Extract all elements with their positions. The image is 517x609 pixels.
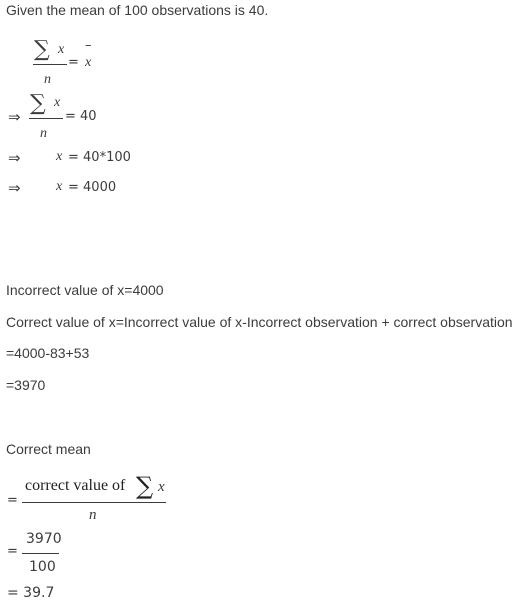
sigma-symbol: ∑ <box>30 91 46 116</box>
implies-arrow: ⇒ <box>8 108 21 126</box>
numerator-variable: x <box>158 479 165 495</box>
denominator-value: 100 <box>29 559 56 575</box>
mean-variable: x <box>85 55 92 70</box>
denominator-variable: n <box>89 507 97 523</box>
incorrect-value-line: Incorrect value of x=4000 <box>6 282 164 298</box>
fraction-bar <box>33 64 67 65</box>
correct-value-line: Correct value of x=Incorrect value of x-Incorrect observation + correct observation <box>6 314 513 330</box>
correct-mean-heading: Correct mean <box>6 441 91 457</box>
denominator-variable: n <box>40 126 47 141</box>
variable: x <box>56 149 63 164</box>
equation-rhs: = 4000 <box>68 180 117 195</box>
numerator-variable: x <box>54 95 61 110</box>
equals-sign: = <box>68 55 79 70</box>
implies-arrow: ⇒ <box>8 179 21 197</box>
equation-rhs: = 40*100 <box>68 150 131 165</box>
denominator-variable: n <box>44 72 51 87</box>
calculation-line: =4000-83+53 <box>6 345 90 361</box>
fraction-bar <box>22 502 166 503</box>
sigma-symbol: ∑ <box>34 37 50 62</box>
equation-rhs: = 40 <box>65 109 97 124</box>
fraction-bar <box>29 118 63 119</box>
numerator-value: 3970 <box>26 531 62 547</box>
variable: x <box>56 179 63 194</box>
implies-arrow: ⇒ <box>8 149 21 167</box>
intro-text: Given the mean of 100 observations is 40. <box>6 2 269 18</box>
numerator-text: correct value of <box>25 477 126 494</box>
equals-sign: = <box>7 493 18 508</box>
result-line: =3970 <box>6 377 46 393</box>
fraction-bar <box>22 553 59 554</box>
mean-bar: – <box>85 38 92 53</box>
numerator-variable: x <box>58 42 65 57</box>
final-answer: = 39.7 <box>7 585 55 601</box>
equals-sign: = <box>7 544 18 559</box>
sigma-symbol: ∑ <box>136 472 154 500</box>
